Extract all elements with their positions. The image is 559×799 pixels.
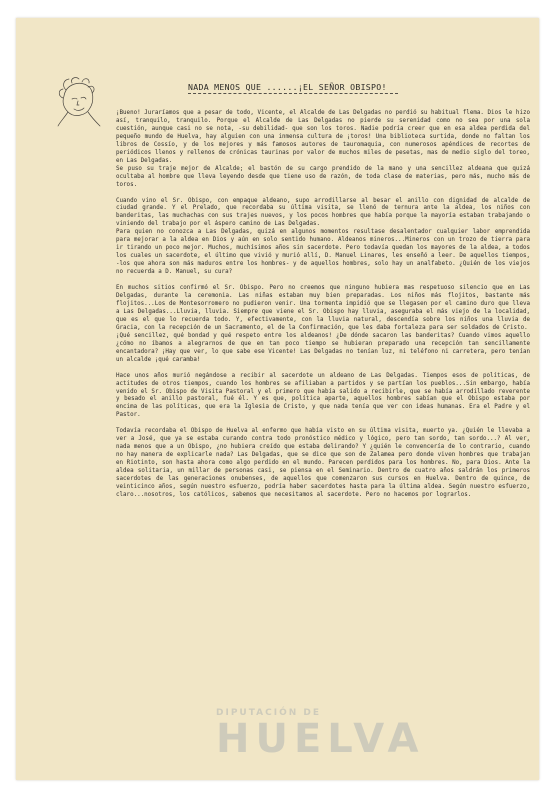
watermark-small-text: DIPUTACIÓN DE xyxy=(216,708,322,718)
paragraph: Para quien no conozca a Las Delgadas, quizá en algunos momentos resultase desalentador cualquier labor emprendida para mejorar a la aldea en Dios y aún en solo sentido humano. Aldeanos mineros...Mineros con un trozo de tierra para ir tirando un poco mejor. Muchos, muchísimos años sin sacerdote. Pero todavía quedan los mayores de la aldea, a todos los cuales un sacerdote, el último que vivió y murió allí, D. Manuel Linares, les enseñó a leer. De aquellos tiempos, -los que ahora son más maduros entre los hombres- y de aquellos hombres, solo hay un analfabeto. ¿Quién de los viejos no recuerda a D. Manuel, su cura? xyxy=(116,229,530,276)
document-page xyxy=(16,18,539,780)
paragraph: ¡Qué sencillez, qué bondad y qué respeto entre los aldeanos! ¿De dónde sacaron las banderitas? Cuando vimos aquello ¿cómo no íbamos a alegrarnos de que en tan poco tiempo se hubieran preparado una recepción tan sencillamente encantadora? ¡Hay que ver, lo que sabe ese Vicente! Las Delgadas no tenían luz, ni teléfono ni carretera, pero tenían un alcalde ¡qué caramba! xyxy=(116,332,530,363)
paragraph: Hace unos años murió negándose a recibir al sacerdote un aldeano de Las Delgadas. Tiempos esos de políticas, de actitudes de otros tiempos, cuando los hombres se afiliaban a partidos y se partían los pueblos...Sin embargo, había venido el Sr. Obispo de Visita Pastoral y el primero que había salido a recibirle, que se había arrodillado reverente y besado el anillo pastoral, fué él. Y es que, política aparte, aquellos hombres sabían que el Obispo estaba por encima de las políticas, que era la Iglesia de Cristo, y que nada tenía que ver con ideas humanas. Era el Padre y el Pastor. xyxy=(116,372,530,419)
body-text xyxy=(116,110,530,500)
paragraph-gap xyxy=(116,190,530,198)
document-title: NADA MENOS QUE ......¡EL SEÑOR OBISPO! xyxy=(188,82,387,92)
paragraph: ¡Bueno! Juraríamos que a pesar de todo, Vicente, el Alcalde de Las Delgadas no perdió su habitual flema. Dios le hizo así, tranquilo, tranquilo. Porque el Alcalde de Las Delgadas no pierde su serenidad como no sea por una sola cuestión, aunque casi no se nota, -su debilidad- que son los toros. Nadie podría creer que en esa aldea perdida del pequeño mundo de Huelva, hay alguien con una inmensa cultura de ¡toros! Una biblioteca surtida, donde no faltan los libros de Cossío, y de los mejores y más famosos autores de tauromaquia, con numerosos apéndices de recortes de periódicos llenos y rellenos de crónicas taurinas por valor de muchos miles de pesetas, mas de medio siglo del toreo, en Las Delgadas. xyxy=(116,110,530,164)
paragraph-gap xyxy=(116,277,530,285)
watermark xyxy=(216,708,536,780)
watermark-big-text: HUELVA xyxy=(216,716,425,762)
paragraph-gap xyxy=(116,365,530,373)
paragraph: En muchos sitios confirmó el Sr. Obispo. Pero no creemos que ninguno hubiera mas respetuoso silencio que en Las Delgadas, durante la ceremonia. Las niñas estaban muy bien preparadas. Los niños más flojitos, bastante más flojitos...Los de Montesorromero no pudieron venir. Una tormenta impidió que se llegasen por el camino duro que lleva a Las Delgadas...Lluvia, lluvia. Siempre que viene el Sr. Obispo hay lluvia, aseguraba el más viejo de la localidad, que es el que lo recuerda todo. Y, efectivamente, con la lluvia natural, descendía sobre los niños una lluvia de Gracia, con la recepción de un Sacramento, el de la Confirmación, que les daba fortaleza para ser soldados de Cristo. xyxy=(116,285,530,331)
paragraph: Cuando vino el Sr. Obispo, con empaque aldeano, supo arrodillarse al besar el anillo con dignidad de alcalde de ciudad grande. Y el Prelado, que recordaba su última visita, se llenó de ternura ante la aldea, los niños con banderitas, las muchachas con sus trajes nuevos, y los pocos hombres que había porque la mayoría estaban trabajando o viniendo del trabajo por el áspero camino de Las Delgadas. xyxy=(116,197,530,228)
paragraph: Todavía recordaba el Obispo de Huelva al enfermo que había visto en su última visita, muerto ya. ¿Quién le llevaba a ver a José, que ya se estaba curando contra todo pronóstico médico y lógico, pero tan sordo, tan sordo...? Al ver, nada menos que a un Obispo, ¿no hubiera creído que estaba delirando? Y ¿quién le convencería de lo contrario, cuando no hay manera de explicarle nada? Las Delgadas, que se dice que son de Zalamea pero donde viven hombres que trabajan en Riotinto, son hasta ahora como algo perdido en el mundo. Parecen perdidos para los hombres. No, para Dios. Ante la aldea solitaria, un millar de personas casi, se piensa en el Seminario. Dentro de cuatro años saldrán los primeros sacerdotes de las generaciones onubenses, de aquellos que comenzaron sus cursos en Huelva. Dentro de quince, de veinticinco años, según nuestro esfuerzo, podría haber sacerdotes hasta para la última aldea. Según nuestro esfuerzo, claro...nosotros, los católicos, sabemos que necesitamos al sacerdote. Pero no hacemos por lograrlos. xyxy=(116,428,530,498)
title-underline xyxy=(188,93,398,94)
paragraph: Se puso su traje mejor de Alcalde; el bastón de su cargo prendido de la mano y una sencillez aldeana que quizá ocultaba al hombre que lleva leyendo desde que tiene uso de razón, de toda clase de materias, pero más, mucho más de toros. xyxy=(116,165,530,188)
sketch-illustration xyxy=(54,74,104,128)
